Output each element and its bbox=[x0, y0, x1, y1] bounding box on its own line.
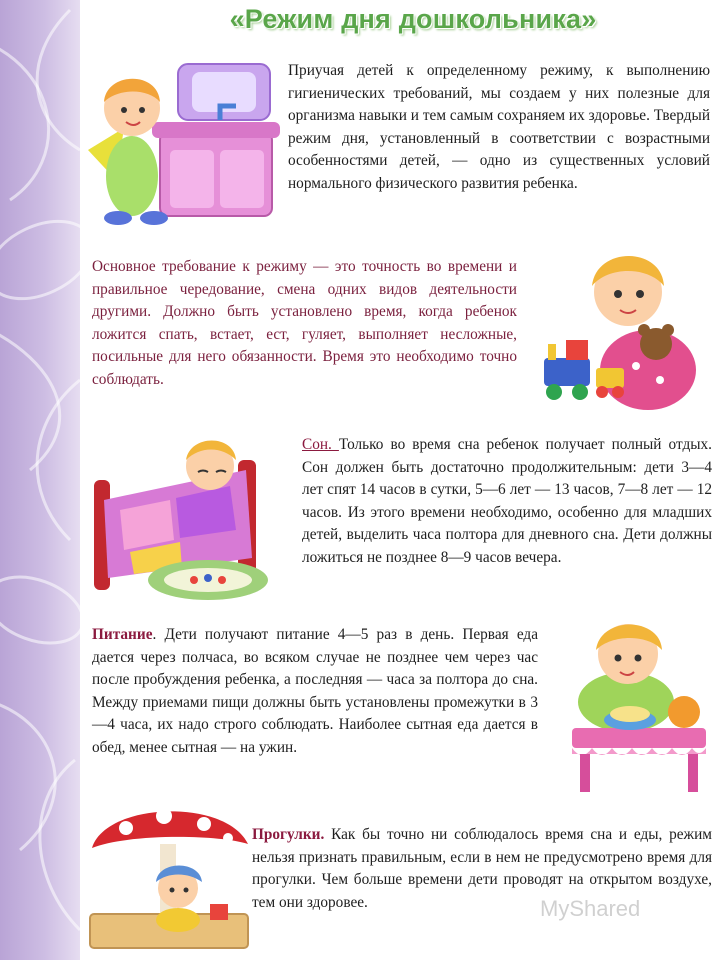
walk-text: Как бы точно ни соблюдалось время сна и еды, режим нельзя признать правильным, если в нем не предусмотрено время для прогулки. Чем больше времени дети проводят на открытом воздухе, тем они здоровее. bbox=[252, 826, 712, 911]
swirl-ornament-icon bbox=[0, 0, 80, 960]
decorative-side-band bbox=[0, 0, 80, 960]
walk-heading: Прогулки. bbox=[252, 826, 325, 843]
child-eating-icon bbox=[566, 616, 712, 794]
child-under-mushroom-icon bbox=[86, 804, 252, 954]
sleep-paragraph bbox=[302, 434, 712, 570]
food-paragraph bbox=[92, 624, 538, 760]
sleep-text: Только во время сна ребенок получает полный отдых. Сон должен быть достаточно продолжительным: дети 3—4 лет спят 14 часов в сутки, 5—6 лет — 13 часов, 7—8 лет — 12 часов. Из этого времени необходимо, особенно для младших детей, выделить часа полтора для дневного сна. Дети должны ложиться не позднее 8—9 часов вечера. bbox=[302, 436, 712, 566]
intro-paragraph: Приучая детей к определенному режиму, к выполнению гигиенических требований, мы создаем у них полезные для организма навыки и тем самым сохраняем их здоровье. Твердый режим дня, установленный в соответствии с возрастными особенностями детей, — одно из существенных условий нормального физического развития ребенка. bbox=[288, 62, 710, 192]
watermark-text: MyShared bbox=[540, 896, 641, 921]
watermark-logo bbox=[540, 896, 710, 936]
page-title: «Режим дня дошкольника» bbox=[229, 4, 597, 34]
child-sleeping-icon bbox=[90, 430, 286, 606]
food-heading: Питание bbox=[92, 626, 153, 643]
child-washing-icon bbox=[88, 58, 284, 230]
sleep-heading: Сон. bbox=[302, 436, 339, 453]
food-text: . Дети получают питание 4—5 раз в день. Первая еда дается через полчаса, во всяком случае не позднее чем через час после пробуждения ребенка, а последняя — часа за полтора до сна. Между приемами пищи должны быть установлены промежутки в 3—4 часа, их надо строго соблюдать. Наиболее сытная еда дается в обед, менее сытная — на ужин. bbox=[92, 626, 538, 756]
child-with-train-icon bbox=[538, 240, 714, 416]
requirement-paragraph: Основное требование к режиму — это точность во времени и правильное чередование, смена одних видов деятельности другими. Должно быть установлено время, когда ребенок ложится спать, встает, ест, гуляет, выполняет несложные, посильные для него обязанности. Время это необходимо точно соблюдать. bbox=[92, 258, 517, 388]
